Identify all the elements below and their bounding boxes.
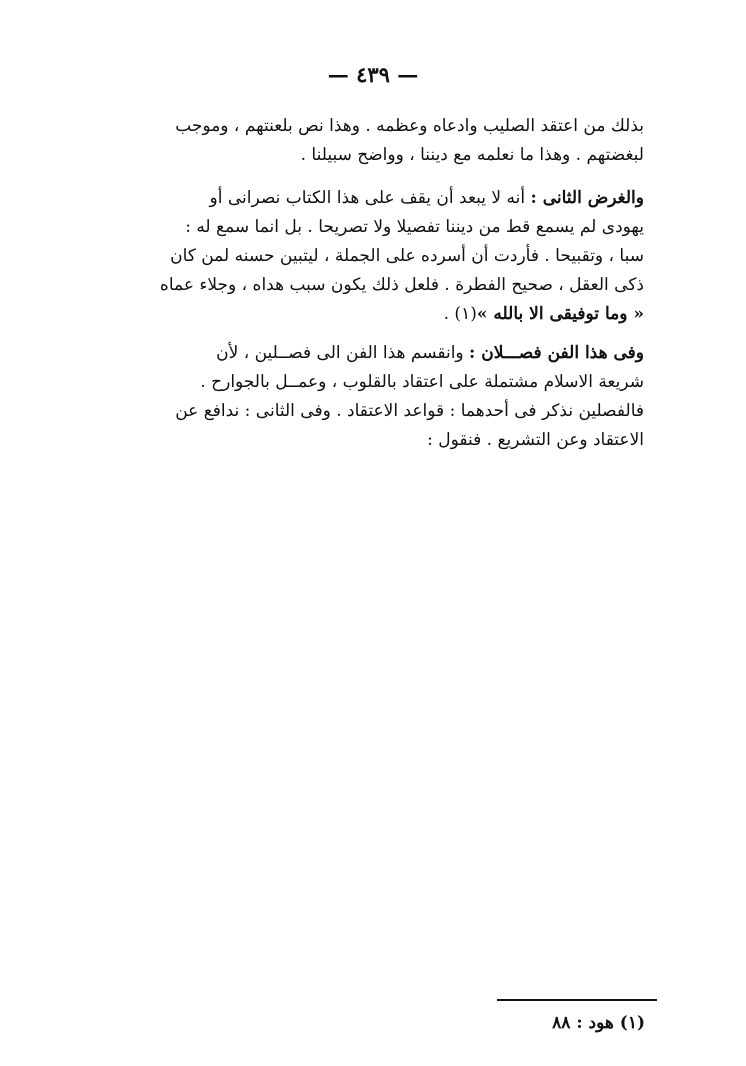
paragraph-1 [104, 112, 644, 170]
footnote-reference: (١) . [443, 304, 477, 324]
paragraph-2 [104, 184, 644, 329]
footnote: (١) هود : ٨٨ [552, 1013, 645, 1033]
paragraph-1-line-1: بذلك من اعتقد الصليب وادعاه وعظمه . وهذا نص بلعنتهم ، وموجب [175, 116, 644, 136]
paragraph-3-heading: وفى هذا الفن فصـــلان : [469, 343, 644, 363]
quran-quote: « وما توفيقى الا بالله » [476, 304, 644, 324]
paragraph-3-line-1 [104, 339, 644, 368]
paragraph-1-line-2: لبغضتهم . وهذا ما نعلمه مع ديننا ، وواضح سبيلنا . [300, 145, 644, 165]
paragraph-2-heading: والغرض الثانى : [530, 188, 644, 208]
paragraph-3 [104, 339, 644, 455]
paragraph-2-line-5 [104, 300, 644, 329]
footnote-divider [497, 999, 657, 1001]
paragraph-3-line-3: فالفصلين نذكر فى أحدهما : قواعد الاعتقاد . وفى الثانى : ندافع عن [175, 401, 644, 421]
paragraph-2-line-3: سبا ، وتقبيحا . فأردت أن أسرده على الجملة ، ليتبين حسنه لمن كان [170, 246, 644, 266]
paragraph-2-line-2: يهودى لم يسمع قط من ديننا تفصيلا ولا تصريحا . بل انما سمع له : [185, 217, 644, 237]
paragraph-3-line-2: شريعة الاسلام مشتملة على اعتقاد بالقلوب ، وعمــل بالجوارح . [200, 372, 644, 392]
paragraph-2-line-4: ذكى العقل ، صحيح الفطرة . فلعل ذلك يكون سبب هداه ، وجلاء عماه [159, 275, 644, 295]
paragraph-3-line-4: الاعتقاد وعن التشريع . فنقول : [427, 430, 644, 450]
paragraph-2-line-1 [104, 184, 644, 213]
paragraph-3-line-1-text: وانقسم هذا الفن الى فصــلين ، لأن [216, 343, 470, 363]
page-number: — ٤٣٩ — [327, 62, 419, 87]
paragraph-2-line-1-text: أنه لا يبعد أن يقف على هذا الكتاب نصرانى أو [209, 188, 531, 208]
